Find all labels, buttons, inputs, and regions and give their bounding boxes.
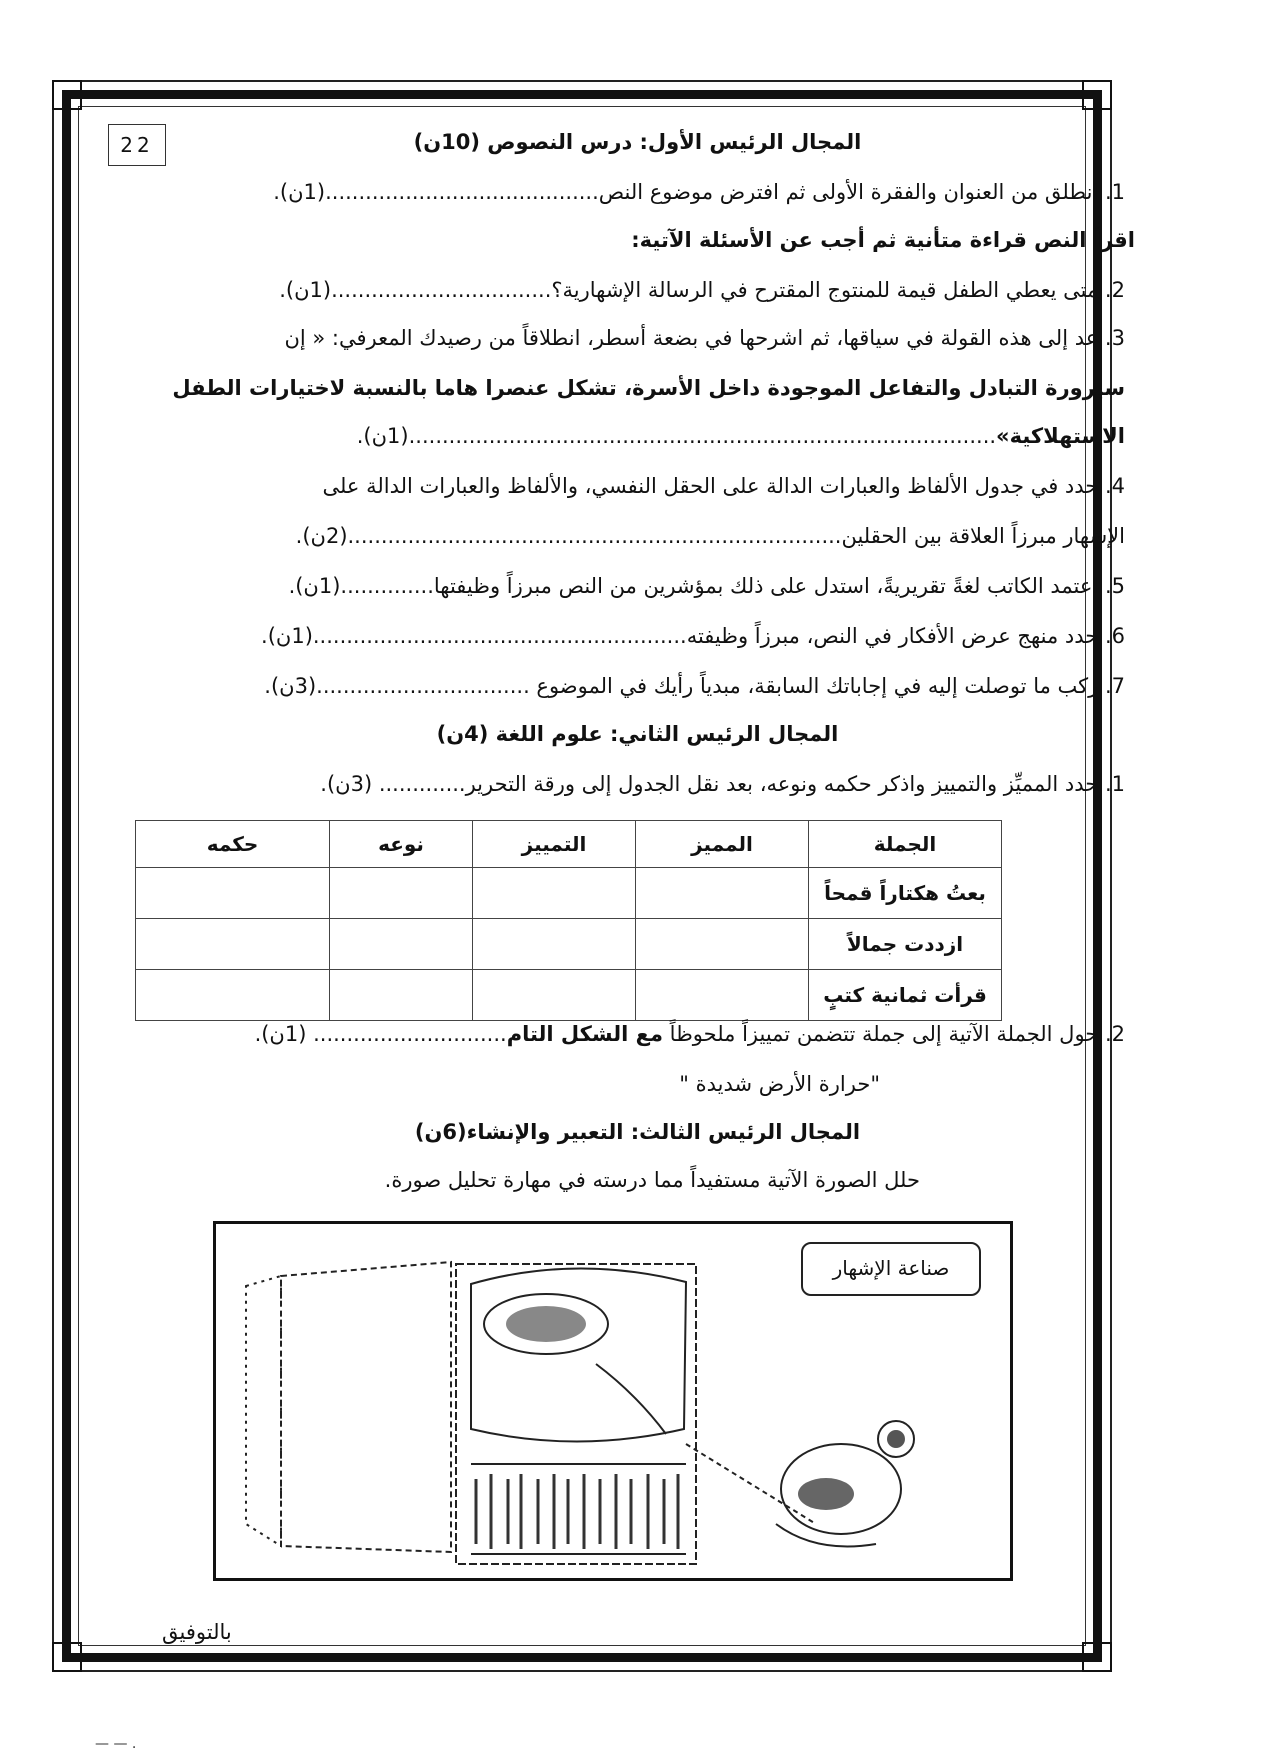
s1-question-3-line1: 3. عد إلى هذه القولة في سياقها، ثم اشرحها في بضعة أسطر، انطلاقاً من رصيدك المعرفي: « إن	[284, 326, 1125, 350]
table-cell	[330, 868, 473, 919]
page-mark: — — .	[95, 1736, 137, 1752]
table-row	[136, 970, 1002, 1021]
side-panel-sketch	[281, 1262, 451, 1552]
table-cell	[636, 868, 809, 919]
table-cell-sentence: قرأت ثمانية كتبٍ	[809, 970, 1002, 1021]
s2-question-2-emphasis: مع الشكل التام	[506, 1022, 663, 1046]
s1-question-3-quote-end: الاستهلاكية»	[996, 424, 1125, 448]
s2-sentence: "حرارة الأرض شديدة "	[679, 1072, 880, 1096]
footer-good-luck: بالتوفيق	[162, 1620, 232, 1644]
table-cell	[136, 970, 330, 1021]
s1-question-3-line2: سيرورة التبادل والتفاعل الموجودة داخل الأسرة، تشكل عنصرا هاما بالنسبة لاختيارات الطفل	[172, 376, 1125, 400]
corner-ornament-bottom-left	[52, 1642, 82, 1672]
col-header-mumayyaz: المميز	[636, 821, 809, 868]
s2-question-2-dots: ............................. (1ن).	[254, 1022, 507, 1046]
s1-question-4-line2: الإشهار مبرزاً العلاقة بين الحقلين..........................................................................(2ن).	[295, 524, 1125, 548]
table-cell	[330, 919, 473, 970]
col-header-ruling: حكمه	[136, 821, 330, 868]
corner-ornament-bottom-right	[1082, 1642, 1112, 1672]
table-row	[136, 868, 1002, 919]
s1-question-4-line1: 4. حدد في جدول الألفاظ والعبارات الدالة على الحقل النفسي، والألفاظ والعبارات الدالة على	[322, 474, 1125, 498]
table-row	[136, 919, 1002, 970]
col-header-sentence: الجملة	[809, 821, 1002, 868]
s1-question-6: 6. حدد منهج عرض الأفكار في النص، مبرزاً وظيفته........................................................(1ن).	[261, 624, 1125, 648]
table-cell-sentence: ازددت جمالاً	[809, 919, 1002, 970]
table-cell	[136, 868, 330, 919]
col-header-tamyiz: التمييز	[473, 821, 636, 868]
table-cell	[473, 868, 636, 919]
page-number: 22	[108, 124, 166, 166]
s1-question-3-dots: ........................................................................................(1ن).	[356, 424, 997, 448]
table-cell	[473, 970, 636, 1021]
s1-question-1: 1. انطلق من العنوان والفقرة الأولى ثم افترض موضوع النص.........................................(1ن).	[273, 180, 1125, 204]
col-header-type: نوعه	[330, 821, 473, 868]
s3-instruction: حلل الصورة الآتية مستفيداً مما درسته في مهارة تحليل صورة.	[384, 1168, 920, 1192]
advertising-image	[213, 1221, 1013, 1581]
section2-title: المجال الرئيس الثاني: علوم اللغة (4ن)	[436, 722, 839, 746]
table-cell	[473, 919, 636, 970]
s2-question-1: 1. حدد المميِّز والتمييز واذكر حكمه ونوعه، بعد نقل الجدول إلى ورقة التحرير............. (3ن).	[320, 772, 1125, 796]
s1-question-2: 2. متى يعطي الطفل قيمة للمنتوج المقترح في الرسالة الإشهارية؟.................................(1ن).	[279, 278, 1125, 302]
s1-question-5: 5. اعتمد الكاتب لغةً تقريريةً، استدل على ذلك بمؤشرين من النص مبرزاً وظيفتها..............(1ن).	[288, 574, 1125, 598]
s2-question-2	[255, 1022, 1125, 1046]
table-cell	[330, 970, 473, 1021]
table-header-row	[136, 821, 1002, 868]
tamyiz-table	[135, 820, 1002, 1021]
section3-title: المجال الرئيس الثالث: التعبير والإنشاء(6ن)	[414, 1120, 861, 1144]
section1-title: المجال الرئيس الأول: درس النصوص (10ن)	[413, 130, 862, 154]
image-caption-badge: صناعة الإشهار	[801, 1242, 981, 1296]
s1-instruction: اقرأ النص قراءة متأنية ثم أجب عن الأسئلة الآتية:	[631, 228, 1135, 252]
corner-ornament-top-right	[1082, 80, 1112, 110]
table-cell	[636, 919, 809, 970]
table-cell	[136, 919, 330, 970]
s1-question-7: 7. ركب ما توصلت إليه في إجاباتك السابقة، مبدياً رأيك في الموضوع ................................(3ن).	[264, 674, 1125, 698]
s1-question-3-line3	[357, 424, 1125, 448]
table-cell-sentence: بعتُ هكتاراً قمحاً	[809, 868, 1002, 919]
s2-question-2-text: 2. حول الجملة الآتية إلى جملة تتضمن تمييزاً ملحوظاً	[663, 1022, 1125, 1046]
table-cell	[636, 970, 809, 1021]
corner-ornament-top-left	[52, 80, 82, 110]
